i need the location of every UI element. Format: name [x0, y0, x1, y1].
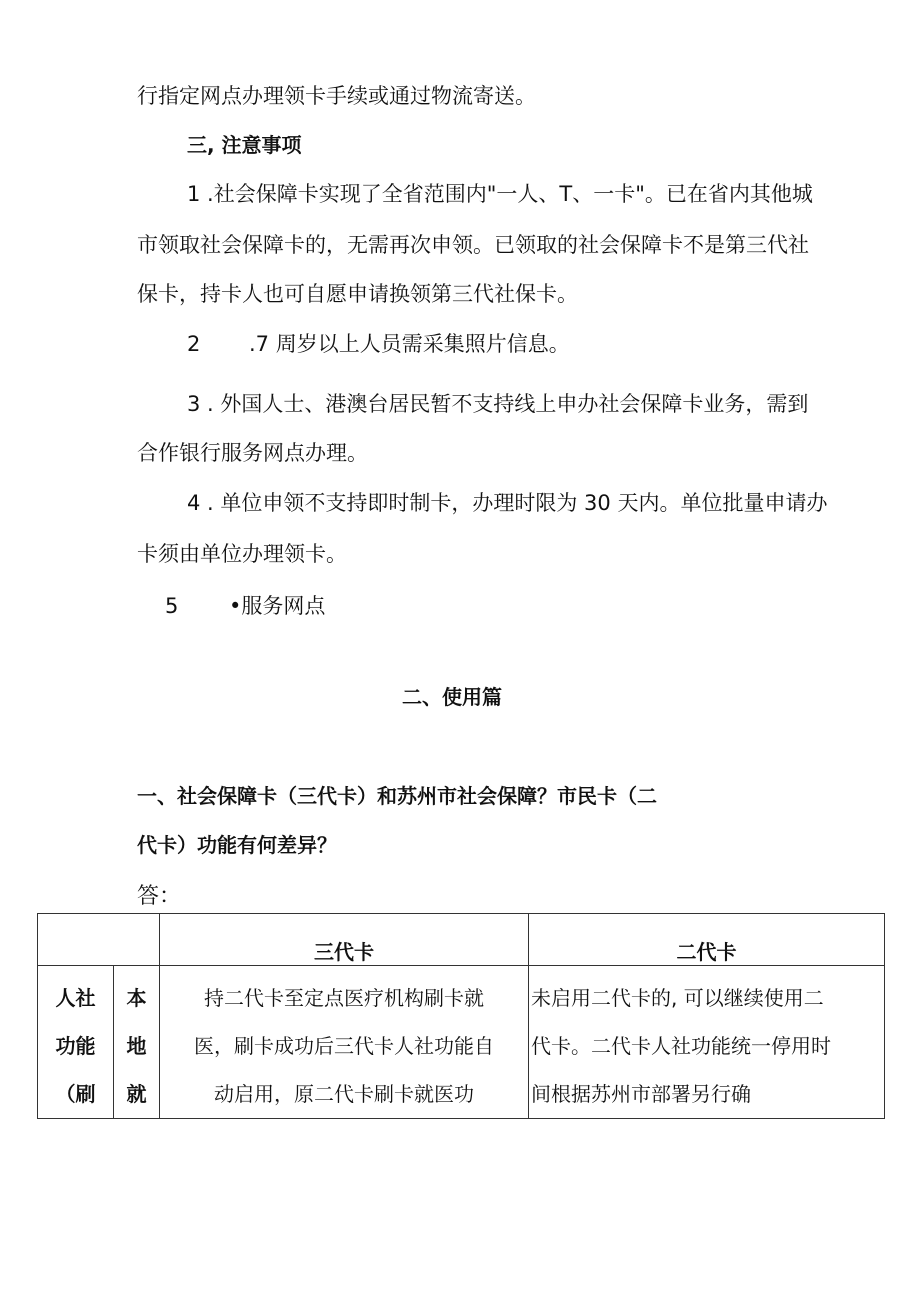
item-3-line-2: 合作银行服务网点办理。: [137, 441, 368, 465]
cell-text-line: 持二代卡至定点医疗机构刷卡就: [204, 986, 484, 1010]
row-head-subcategory-line: 本: [126, 986, 147, 1010]
item-5-text: •服务网点: [229, 594, 326, 618]
header-blank-cell: [38, 914, 160, 966]
header-two-gen-label: 二代卡: [676, 940, 737, 964]
cell-text-line: 动启用，原二代卡刷卡就医功: [214, 1082, 474, 1106]
paragraph-continuation: 行指定网点办理领卡手续或通过物流寄送。: [137, 84, 536, 108]
answer-label: 答：: [137, 884, 182, 909]
item-1-line-2: 市领取社会保障卡的，无需再次申领。已领取的社会保障卡不是第三代社: [137, 233, 809, 257]
item-3-line-1: 3 . 外国人士、港澳台居民暂不支持线上申办社会保障卡业务，需到: [187, 392, 809, 416]
section-heading-notes: 三, 注意事项: [187, 133, 302, 157]
comparison-table: [37, 913, 885, 1119]
row-head-category-line: 人社: [55, 986, 96, 1010]
header-three-gen-label: 三代卡: [314, 940, 374, 964]
row-head-subcategory: [114, 966, 160, 1119]
row-head-subcategory-line: 就: [126, 1082, 147, 1106]
question-line-1: 一、社会保障卡（三代卡）和苏州市社会保障？市民卡（二: [137, 784, 657, 808]
part-title: 二、使用篇: [402, 685, 502, 709]
table-row: [38, 966, 885, 1119]
cell-three-gen-card: [160, 966, 529, 1119]
cell-two-gen-card: [529, 966, 885, 1119]
item-4-line-2: 卡须由单位办理领卡。: [137, 542, 347, 566]
item-2-text: .7 周岁以上人员需采集照片信息。: [249, 332, 570, 356]
header-three-gen-card: [160, 914, 529, 966]
header-two-gen-card: [529, 914, 885, 966]
item-1-line-1: 1 .社会保障卡实现了全省范围内"一人、T、一卡"。已在省内其他城: [187, 182, 813, 206]
cell-text-line: 间根据苏州市部署另行确: [531, 1082, 751, 1106]
row-head-subcategory-line: 地: [126, 1034, 147, 1058]
row-head-category-line: （刷: [55, 1082, 96, 1106]
item-2-number: 2: [187, 332, 201, 356]
item-5-number: 5: [165, 594, 179, 618]
row-head-category: [38, 966, 114, 1119]
question-line-2: 代卡）功能有何差异？: [137, 833, 337, 857]
cell-text-line: 未启用二代卡的, 可以继续使用二: [531, 986, 824, 1010]
cell-text-line: 医，刷卡成功后三代卡人社功能自: [194, 1034, 494, 1058]
cell-text-line: 代卡。二代卡人社功能统一停用时: [531, 1034, 831, 1058]
table-header-row: [38, 914, 885, 966]
item-1-line-3: 保卡，持卡人也可自愿申请换领第三代社保卡。: [137, 282, 578, 306]
row-head-category-line: 功能: [55, 1034, 96, 1058]
item-4-line-1: 4 . 单位申领不支持即时制卡，办理时限为 30 天内。单位批量申请办: [187, 491, 828, 515]
